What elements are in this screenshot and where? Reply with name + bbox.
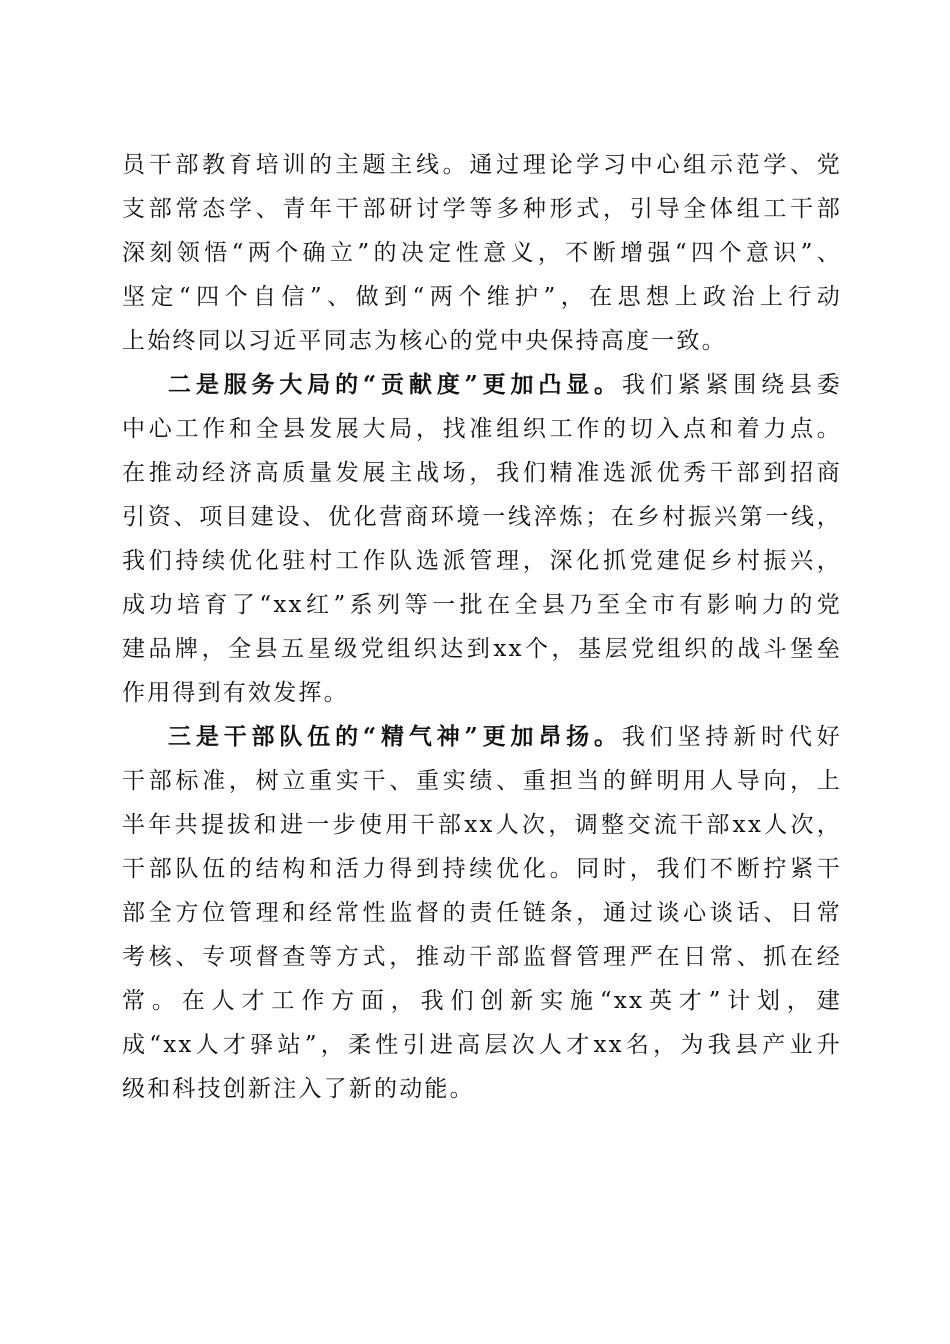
paragraph-line: 成功培育了“xx红”系列等一批在全县乃至全市有影响力的党: [122, 592, 842, 618]
paragraph-line: 成“xx人才驿站”，柔性引进高层次人才xx名，为我县产业升: [122, 1032, 842, 1058]
paragraph-line: 作用得到有效发挥。: [122, 680, 349, 706]
paragraph-line: 考核、专项督查等方式，推动干部监督管理严在日常、抓在经: [122, 944, 842, 970]
paragraph-line: 半年共提拔和进一步使用干部xx人次，调整交流干部xx人次，: [122, 812, 842, 838]
paragraph-line-text: 我们坚持新时代好: [621, 724, 843, 750]
paragraph-line: 引资、项目建设、优化营商环境一线淬炼；在乡村振兴第一线，: [122, 504, 842, 530]
paragraph-line: 在推动经济高质量发展主战场，我们精准选派优秀干部到招商: [122, 460, 842, 486]
paragraph-line: 中心工作和全县发展大局，找准组织工作的切入点和着力点。: [122, 416, 842, 442]
paragraph-line: 员干部教育培训的主题主线。通过理论学习中心组示范学、党: [122, 152, 842, 178]
paragraph-first-line: [122, 715, 842, 759]
paragraph-line: 部全方位管理和经常性监督的责任链条，通过谈心谈话、日常: [122, 900, 842, 926]
paragraph-line: 我们持续优化驻村工作队选派管理，深化抓党建促乡村振兴，: [122, 548, 842, 574]
paragraph-first-line: [122, 363, 842, 407]
paragraph-2: [122, 363, 842, 715]
paragraph-line: 建品牌，全县五星级党组织达到xx个，基层党组织的战斗堡垒: [122, 636, 842, 662]
paragraph-line: 深刻领悟“两个确立”的决定性意义，不断增强“四个意识”、: [122, 240, 842, 266]
paragraph-3: [122, 715, 842, 1111]
paragraph-line: 级和科技创新注入了新的动能。: [122, 1076, 475, 1102]
paragraph-lead-heading: 二是服务大局的“贡献度”更加凸显。: [168, 371, 622, 398]
paragraph-line: 坚定“四个自信”、做到“两个维护”，在思想上政治上行动: [122, 284, 842, 310]
paragraph-line-text: 我们紧紧围绕县委: [621, 372, 843, 398]
paragraph-line: 干部标准，树立重实干、重实绩、重担当的鲜明用人导向，上: [122, 768, 842, 794]
paragraph-line: 上始终同以习近平同志为核心的党中央保持高度一致。: [122, 328, 727, 354]
paragraph-1: [122, 143, 842, 363]
paragraph-line: 支部常态学、青年干部研讨学等多种形式，引导全体组工干部: [122, 196, 842, 222]
paragraph-line: 常。在人才工作方面，我们创新实施“xx英才”计划，建: [122, 988, 842, 1014]
paragraph-lead-heading: 三是干部队伍的“精气神”更加昂扬。: [168, 723, 622, 750]
paragraph-line: 干部队伍的结构和活力得到持续优化。同时，我们不断拧紧干: [122, 856, 842, 882]
